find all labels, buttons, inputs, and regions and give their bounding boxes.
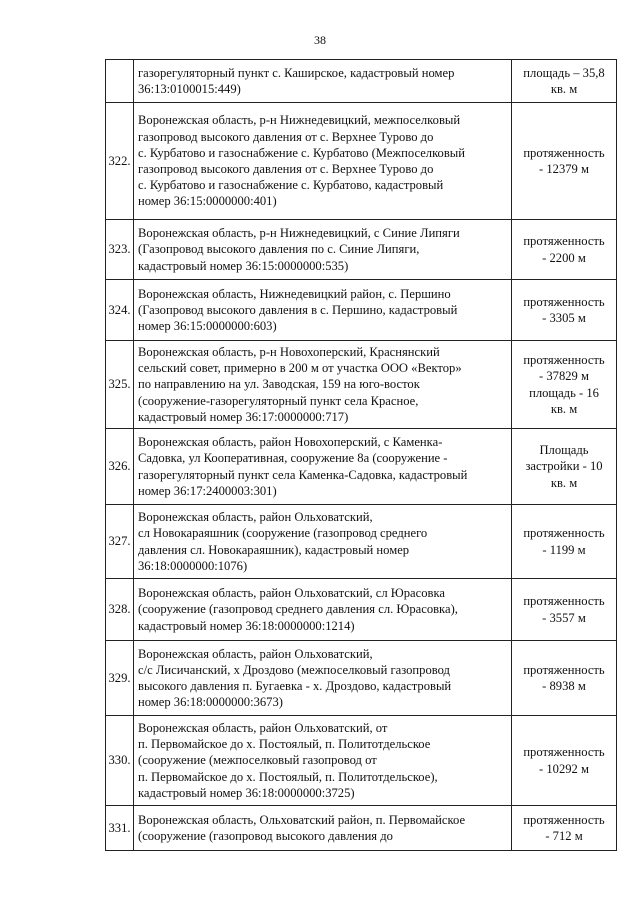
description-line: номер 36:18:0000000:3673) — [138, 695, 283, 710]
size-line: - 12379 м — [539, 162, 589, 176]
size-line: - 2200 м — [542, 250, 586, 265]
description-line: (Газопровод высокого давления по с. Синие Липяги, — [138, 242, 420, 257]
description-line: с. Курбатово и газоснабжение с. Курбатово, кадастровый — [138, 178, 444, 193]
size-line: протяженность — [523, 594, 605, 609]
object-size — [512, 280, 617, 341]
description-line: номер 36:15:0000000:401) — [138, 194, 277, 209]
description-line: давления сл. Новокараяшник), кадастровый номер — [138, 542, 410, 557]
size-line: - 1199 м — [542, 542, 586, 557]
table-row — [106, 579, 617, 641]
row-number: 323. — [106, 220, 134, 280]
size-line: кв. м — [550, 82, 578, 96]
description-line: Воронежская область, Ольховатский район, п. Первомайское — [138, 812, 466, 827]
size-line: протяженность — [523, 294, 605, 309]
description-line: п. Первомайское до х. Постоялый, п. Политотдельское), — [138, 769, 438, 784]
object-size — [512, 429, 617, 505]
description-line: Воронежская область, р-н Новохоперский, Краснянский — [138, 345, 440, 359]
description-line: сельский совет, примерно в 200 м от участка ООО «Вектор» — [138, 361, 462, 376]
row-number: 325. — [106, 341, 134, 429]
size-line: протяженность — [523, 662, 605, 677]
object-size — [512, 341, 617, 429]
size-line: протяженность — [523, 234, 605, 249]
size-line: протяженность — [523, 745, 605, 760]
row-number: 330. — [106, 716, 134, 806]
objects-table — [105, 59, 617, 851]
row-number: 326. — [106, 429, 134, 505]
description-line: газопровод высокого давления от с. Верхнее Турово до — [138, 129, 434, 144]
size-line: - 712 м — [545, 829, 583, 844]
description-line: Воронежская область, р-н Нижнедевицкий, межпоселковый — [138, 113, 461, 128]
description-line: высокого давления п. Бугаевка - х. Дроздово, кадастровый — [138, 679, 452, 694]
object-size — [512, 505, 617, 579]
page-number: 38 — [314, 33, 326, 47]
size-line: протяженность — [523, 353, 605, 368]
size-line: - 3557 м — [542, 610, 586, 625]
description-line: номер 36:15:0000000:603) — [138, 319, 277, 334]
object-description — [134, 280, 512, 341]
size-line: - 37829 м — [539, 369, 589, 384]
description-line: газорегуляторный пункт села Каменка-Садовка, кадастровый — [138, 467, 468, 482]
object-size — [512, 806, 617, 851]
size-line: протяженность — [523, 526, 605, 541]
table-row — [106, 429, 617, 505]
size-line: Площадь — [539, 443, 589, 458]
row-number: 328. — [106, 579, 134, 641]
size-line: кв. м — [550, 475, 578, 490]
description-line: Воронежская область, район Новохоперский, с Каменка- — [138, 435, 443, 450]
object-size — [512, 716, 617, 806]
size-line: протяженность — [523, 812, 605, 827]
size-line: площадь - 16 — [529, 385, 599, 400]
object-description — [134, 60, 512, 103]
description-line: Садовка, ул Кооперативная, сооружение 8а (сооружение - — [138, 451, 448, 466]
description-line: Воронежская область, Нижнедевицкий район, с. Першино — [138, 286, 451, 301]
description-line: (сооружение-газорегуляторный пункт села Красное, — [138, 393, 419, 408]
object-description — [134, 103, 512, 220]
table-row — [106, 103, 617, 220]
table-row — [106, 280, 617, 341]
description-line: кадастровый номер 36:18:0000000:3725) — [138, 785, 355, 800]
table-row — [106, 505, 617, 579]
description-line: Воронежская область, район Ольховатский, от — [138, 721, 388, 735]
row-number: 331. — [106, 806, 134, 851]
object-description — [134, 505, 512, 579]
object-description — [134, 641, 512, 716]
size-line: кв. м — [550, 401, 578, 416]
object-size — [512, 103, 617, 220]
object-size — [512, 641, 617, 716]
size-line: застройки - 10 — [525, 459, 603, 474]
object-size — [512, 579, 617, 641]
object-size — [512, 220, 617, 280]
object-description — [134, 579, 512, 641]
description-line: 36:13:0100015:449) — [138, 82, 241, 96]
description-line: с/с Лисичанский, х Дроздово (межпоселковый газопровод — [138, 662, 450, 677]
description-line: по направлению на ул. Заводская, 159 на юго-восток — [138, 377, 420, 392]
description-line: (сооружение (межпоселковый газопровод от — [138, 753, 377, 768]
object-description — [134, 341, 512, 429]
object-description — [134, 220, 512, 280]
description-line: Воронежская область, район Ольховатский, — [138, 510, 373, 525]
description-line: кадастровый номер 36:18:0000000:1214) — [138, 618, 355, 633]
size-line: протяженность — [523, 145, 605, 160]
description-line: (сооружение (газопровод высокого давления до — [138, 829, 393, 844]
description-line: (Газопровод высокого давления в с. Першино, кадастровый — [138, 302, 458, 317]
description-line: Воронежская область, район Ольховатский, — [138, 646, 373, 661]
table-row — [106, 716, 617, 806]
description-line: газорегуляторный пункт с. Каширское, кадастровый номер — [138, 65, 455, 80]
description-line: 36:18:0000000:1076) — [138, 558, 248, 573]
table-row — [106, 341, 617, 429]
description-line: Воронежская область, р-н Нижнедевицкий, с Синие Липяги — [138, 226, 460, 241]
size-line: площадь – 35,8 — [523, 65, 605, 80]
row-number: 329. — [106, 641, 134, 716]
description-line: сл Новокараяшник (сооружение (газопровод среднего — [138, 526, 428, 541]
description-line: газопровод высокого давления от с. Верхнее Турово до — [138, 162, 434, 176]
description-line: кадастровый номер 36:17:0000000:717) — [138, 409, 349, 424]
size-line: - 8938 м — [542, 679, 586, 694]
table-row — [106, 220, 617, 280]
row-number: 324. — [106, 280, 134, 341]
description-line: (сооружение (газопровод среднего давления сл. Юрасовка), — [138, 602, 458, 617]
table-row — [106, 60, 617, 103]
row-number: 327. — [106, 505, 134, 579]
size-line: - 3305 м — [542, 311, 586, 325]
table-row — [106, 641, 617, 716]
row-number: 322. — [106, 103, 134, 220]
size-line: - 10292 м — [539, 761, 589, 776]
object-description — [134, 806, 512, 851]
table-body — [106, 60, 617, 851]
description-line: с. Курбатово и газоснабжение с. Курбатово (Межпоселковый — [138, 145, 466, 160]
table-row — [106, 806, 617, 851]
description-line: п. Первомайское до х. Постоялый, п. Политотдельское — [138, 737, 431, 752]
row-number — [106, 60, 134, 103]
object-description — [134, 429, 512, 505]
object-size — [512, 60, 617, 103]
description-line: Воронежская область, район Ольховатский, сл Юрасовка — [138, 586, 445, 601]
description-line: кадастровый номер 36:15:0000000:535) — [138, 258, 349, 273]
object-description — [134, 716, 512, 806]
description-line: номер 36:17:2400003:301) — [138, 483, 277, 498]
